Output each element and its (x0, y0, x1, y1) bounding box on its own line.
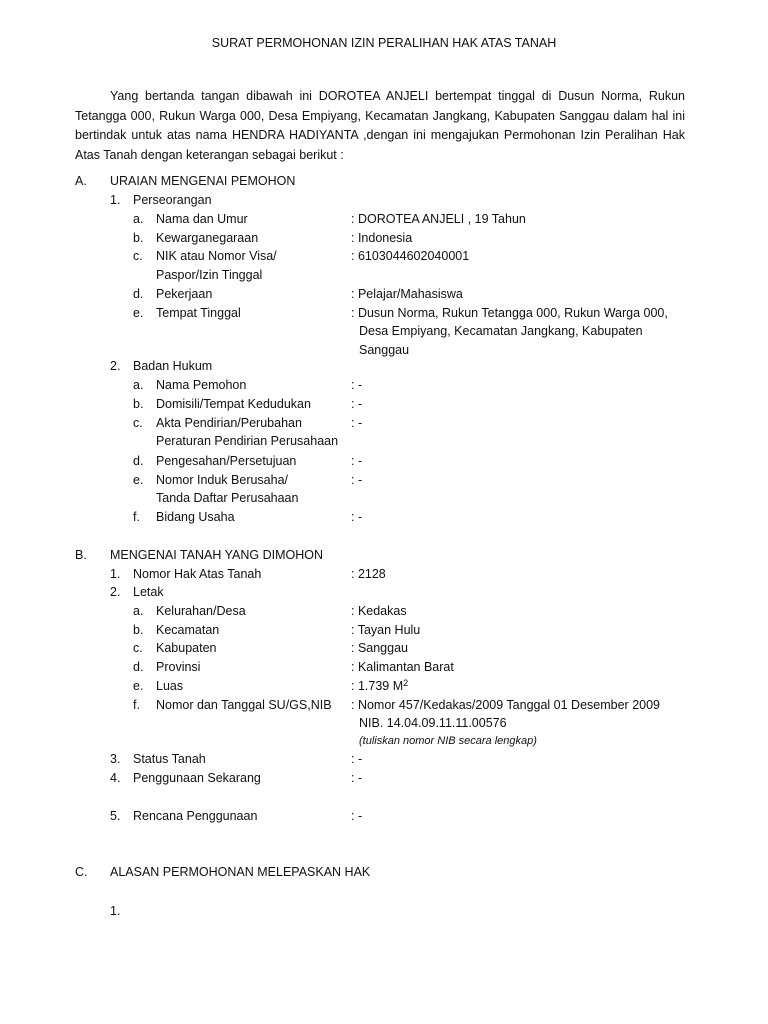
item-num: 1. (110, 567, 121, 581)
field-label: Kewarganegaraan (156, 231, 259, 245)
field-value: : Kedakas (351, 604, 407, 618)
item-letter: d. (133, 660, 144, 674)
field-label-line2: Paspor/Izin Tinggal (156, 268, 263, 282)
field-label: Kecamatan (156, 623, 220, 637)
field-value: : DOROTEA ANJELI , 19 Tahun (351, 212, 526, 226)
field-value: : - (351, 771, 363, 785)
section-a-sub1-num: 1. (110, 193, 121, 207)
field-label: Tempat Tinggal (156, 306, 241, 320)
item-letter: a. (133, 212, 144, 226)
item-num: 1. (110, 904, 121, 918)
field-label: Bidang Usaha (156, 510, 235, 524)
field-value: : - (351, 809, 363, 823)
field-label: NIK atau Nomor Visa/ (156, 249, 277, 263)
item-letter: b. (133, 231, 144, 245)
field-label: Nama Pemohon (156, 378, 247, 392)
intro-part3: ,dengan ini mengajukan Permohonan Izin Peralihan Hak Atas Tanah dengan keterangan sebagai berikut : (75, 128, 685, 163)
field-label-line2: Tanda Daftar Perusahaan (156, 491, 299, 505)
field-value (351, 678, 408, 694)
field-value: : - (351, 752, 363, 766)
item-letter: e. (133, 473, 144, 487)
field-label: Penggunaan Sekarang (133, 771, 261, 785)
item-letter: c. (133, 641, 143, 655)
page-title: SURAT PERMOHONAN IZIN PERALIHAN HAK ATAS TANAH (211, 36, 557, 50)
item-letter: f. (133, 698, 140, 712)
field-label: Domisili/Tempat Kedudukan (156, 397, 311, 411)
item-letter: b. (133, 623, 144, 637)
field-value: : Sanggau (351, 641, 408, 655)
item-letter: d. (133, 454, 144, 468)
area-unit-superscript: 2 (403, 678, 409, 688)
item-num: 3. (110, 752, 121, 766)
field-value: : Pelajar/Mahasiswa (351, 287, 463, 301)
section-c-heading: ALASAN PERMOHONAN MELEPASKAN HAK (110, 865, 371, 879)
item-letter: a. (133, 378, 144, 392)
item-letter: e. (133, 306, 144, 320)
field-label: Letak (133, 585, 164, 599)
section-a-sub2-label: Badan Hukum (133, 359, 213, 373)
item-letter: e. (133, 679, 144, 693)
field-value: : - (351, 454, 363, 468)
field-label: Status Tanah (133, 752, 206, 766)
intro-paragraph (75, 87, 685, 166)
field-label: Nomor Hak Atas Tanah (133, 567, 262, 581)
field-value: : Indonesia (351, 231, 413, 245)
nib-note: (tuliskan nomor NIB secara lengkap) (359, 735, 537, 747)
field-label: Kabupaten (156, 641, 217, 655)
field-label: Nama dan Umur (156, 212, 248, 226)
field-label: Pengesahan/Persetujuan (156, 454, 297, 468)
field-label: Nomor Induk Berusaha/ (156, 473, 289, 487)
field-label: Nomor dan Tanggal SU/GS,NIB (156, 698, 332, 712)
item-num: 5. (110, 809, 121, 823)
field-value-line2: Desa Empiyang, Kecamatan Jangkang, Kabupaten (359, 324, 643, 338)
item-letter: b. (133, 397, 144, 411)
section-b-heading: MENGENAI TANAH YANG DIMOHON (110, 548, 323, 562)
field-value-line3: Sanggau (359, 343, 410, 357)
field-label: Pekerjaan (156, 287, 213, 301)
field-value: : Nomor 457/Kedakas/2009 Tanggal 01 Desember 2009 (351, 698, 661, 712)
field-label: Luas (156, 679, 184, 693)
field-value: : - (351, 510, 363, 524)
field-value: : - (351, 397, 363, 411)
section-a-sub2-num: 2. (110, 359, 121, 373)
section-a-heading: URAIAN MENGENAI PEMOHON (110, 174, 296, 188)
item-num: 4. (110, 771, 121, 785)
field-label-line2: Peraturan Pendirian Perusahaan (156, 434, 339, 448)
section-a-letter: A. (75, 174, 87, 188)
area-value: : 1.739 M (351, 679, 404, 693)
field-value: : Dusun Norma, Rukun Tetangga 000, Rukun Warga 000, (351, 306, 668, 320)
item-letter: c. (133, 249, 143, 263)
field-value: : - (351, 416, 363, 430)
field-label: Provinsi (156, 660, 201, 674)
field-label: Akta Pendirian/Perubahan (156, 416, 302, 430)
field-value: : Kalimantan Barat (351, 660, 454, 674)
section-b-letter: B. (75, 548, 87, 562)
intro-part2: bertempat tinggal di Dusun Norma, Rukun Tetangga 000, Rukun Warga 000, Desa Empiyang, Kecamatan Jangkang, Kabupaten Sanggau dalam hal ini bertindak untuk atas nama (75, 89, 685, 143)
intro-part1: Yang bertanda tangan dibawah ini (110, 89, 312, 103)
on-behalf-name: HENDRA HADIYANTA (231, 128, 359, 143)
item-letter: a. (133, 604, 144, 618)
field-value: : Tayan Hulu (351, 623, 421, 637)
section-c-letter: C. (75, 865, 88, 879)
item-letter: c. (133, 416, 143, 430)
field-value: : - (351, 378, 363, 392)
applicant-name: DOROTEA ANJELI (318, 89, 429, 103)
item-letter: f. (133, 510, 140, 524)
item-num: 2. (110, 585, 121, 599)
field-value: : - (351, 473, 363, 487)
field-value: : 2128 (351, 567, 386, 581)
field-label: Kelurahan/Desa (156, 604, 246, 618)
field-value: : 6103044602040001 (351, 249, 470, 263)
field-label: Rencana Penggunaan (133, 809, 258, 823)
item-letter: d. (133, 287, 144, 301)
field-value-line2: NIB. 14.04.09.11.11.00576 (359, 716, 507, 730)
section-a-sub1-label: Perseorangan (133, 193, 212, 207)
